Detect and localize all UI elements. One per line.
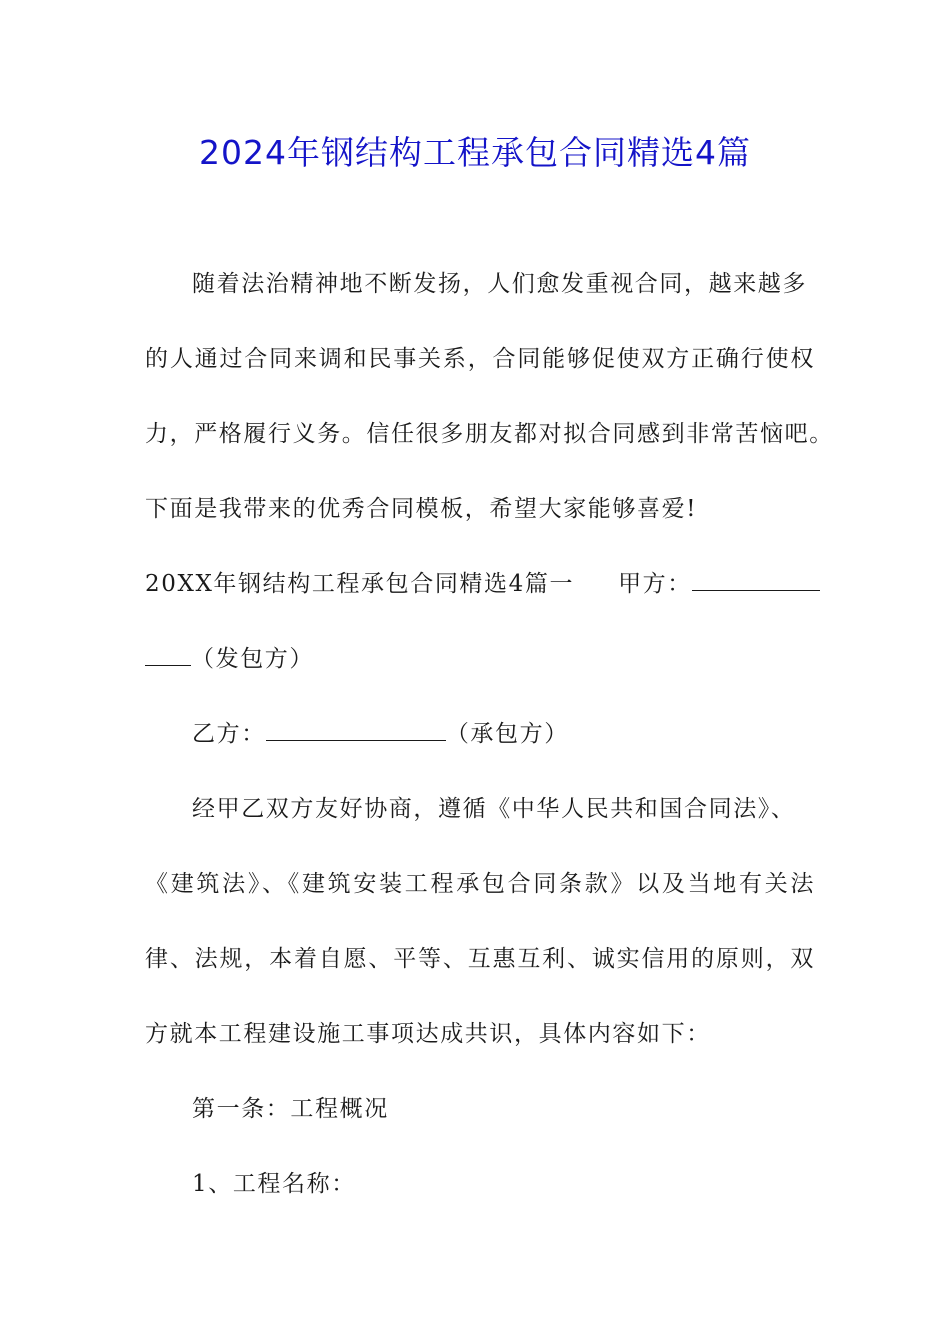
party-a-label: 甲方： — [618, 571, 692, 597]
agreement-line-4: 方就本工程建设施工事项达成共识，具体内容如下： — [145, 1021, 711, 1047]
party-b-blank — [266, 718, 446, 741]
party-a-blank-cont — [145, 643, 191, 666]
article-1-heading: 第一条：工程概况 — [192, 1096, 389, 1122]
party-b-label: 乙方： — [192, 721, 266, 747]
agreement-line-1: 经甲乙双方友好协商，遵循《中华人民共和国合同法》、 — [192, 796, 796, 822]
party-a-role-line — [145, 641, 815, 677]
party-a-role: （发包方） — [191, 646, 314, 672]
article-1-item-1: 1、工程名称： — [192, 1171, 356, 1197]
party-a-blank — [692, 568, 820, 591]
party-b-line — [192, 716, 862, 752]
section-heading: 20XX年钢结构工程承包合同精选4篇一 — [145, 571, 575, 597]
section-heading-line — [145, 566, 815, 602]
party-b-role: （承包方） — [445, 721, 569, 747]
intro-line-2: 的人通过合同来调和民事关系，合同能够促使双方正确行使权 — [145, 346, 815, 372]
intro-line-1: 随着法治精神地不断发扬，人们愈发重视合同，越来越多 — [192, 271, 807, 297]
intro-line-3: 力，严格履行义务。信任很多朋友都对拟合同感到非常苦恼吧。 — [145, 421, 834, 447]
intro-line-4: 下面是我带来的优秀合同模板，希望大家能够喜爱! — [145, 496, 698, 522]
agreement-line-2: 《建筑法》、《建筑安装工程承包合同条款》以及当地有关法 — [145, 871, 815, 897]
document-title: 2024年钢结构工程承包合同精选4篇 — [199, 133, 751, 172]
agreement-line-3: 律、法规，本着自愿、平等、互惠互利、诚实信用的原则，双 — [145, 946, 815, 972]
